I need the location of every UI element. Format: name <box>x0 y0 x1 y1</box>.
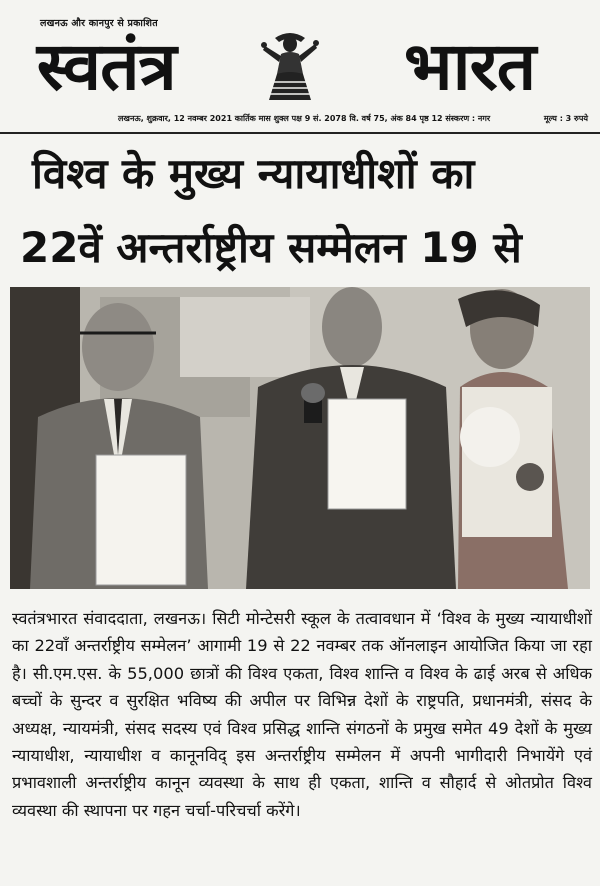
news-photo <box>10 287 590 589</box>
newspaper-nameplate <box>36 27 536 105</box>
article-body-paragraph: स्वतंत्रभारत संवाददाता, लखनऊ। सिटी मोन्टेसरी स्कूल के तत्वावधान में ‘विश्व के मुख्य न्यायाधीशों का 22वाँ अन्तर्राष्ट्रीय सम्मेलन’ आगामी 19 से 22 नवम्बर तक ऑनलाइन आयोजित किया जा रहा है। सी.एम.एस. के 55,000 छात्रों की विश्व एकता, विश्व शान्ति व विश्व के ढाई अरब से अधिक बच्चों के सुन्दर व सुरक्षित भविष्य की अपील पर विभिन्न देशों के राष्ट्रपति, प्रधानमंत्री, संसद के अध्यक्ष, न्यायमंत्री, संसद सदस्य एवं विश्व प्रसिद्ध शान्ति संगठनों के प्रमुख समेत 49 देशों के मुख्य न्यायाधीश, न्यायाधीश व कानूनविद् इस अन्तर्राष्ट्रीय सम्मेलन में अपनी भागीदारी निभायेंगे एवं प्रभावशाली अन्तर्राष्ट्रीय कानून व्यवस्था के साथ ही एकता, शान्ति व सौहार्द से ओतप्रोत विश्व व्यवस्था की स्थापना पर गहन चर्चा-परिचर्चा करेंगे। <box>12 609 592 820</box>
headline-line-2: 22वें अन्तर्राष्ट्रीय सम्मेलन 19 से <box>20 223 522 272</box>
news-photo-illustration <box>10 287 590 589</box>
nameplate-right-word: भारत <box>403 27 536 105</box>
nameplate-left-word: स्वतंत्र <box>36 27 176 105</box>
masthead <box>0 0 600 138</box>
masthead-tagline: लखनऊ और कानपुर से प्रकाशित <box>40 18 158 29</box>
masthead-divider <box>0 132 600 134</box>
dateline <box>118 113 588 124</box>
headline-line-1: विश्व के मुख्य न्यायाधीशों का <box>32 149 475 198</box>
issue-price: मूल्य : 3 रुपये <box>543 114 588 123</box>
article-body <box>12 605 592 824</box>
dancer-emblem-icon <box>259 30 321 102</box>
issue-date-info: लखनऊ, शुक्रवार, 12 नवम्बर 2021 कार्तिक मास शुक्ल पक्ष 9 सं. 2078 वि. वर्ष 75, अंक 84 पृष्ठ 12 संस्करण : नगर <box>118 114 491 123</box>
